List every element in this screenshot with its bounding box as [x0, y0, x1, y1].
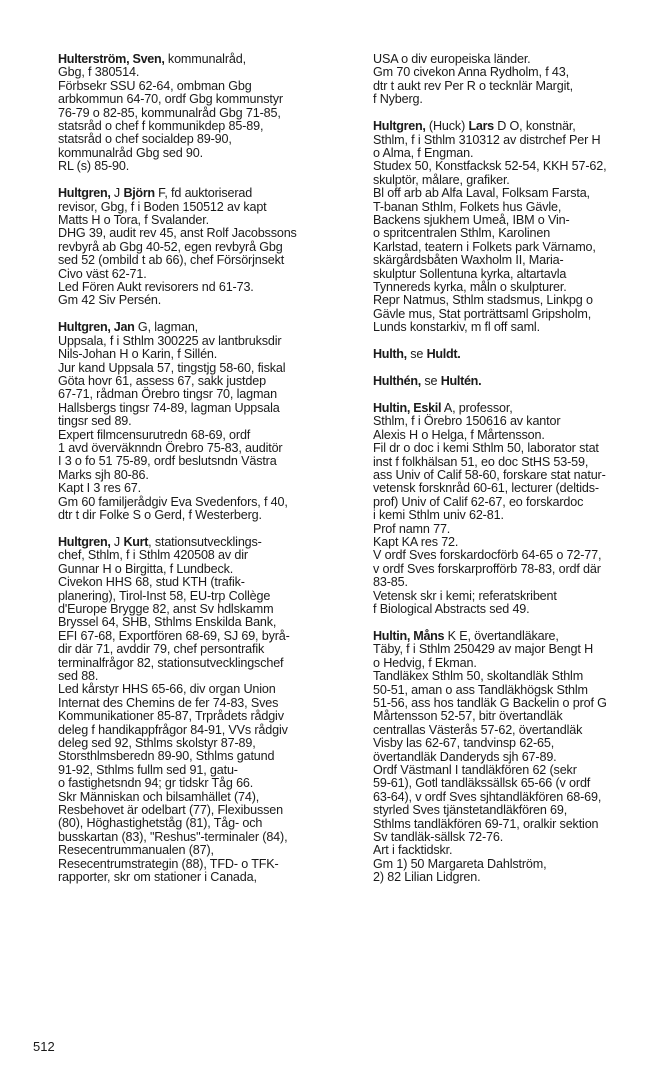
- entry-line: Tynnereds kyrka, måln o skulpturer.: [373, 280, 567, 294]
- entry-line: Förbsekr SSU 62-64, ombman Gbg: [58, 78, 252, 93]
- heading-rest: se: [420, 374, 441, 389]
- entry-line: Jur kand Uppsala 57, tingstjg 58-60, fiskal: [58, 360, 286, 375]
- entry-line: Visby las 62-67, tandvinsp 62-65,: [373, 736, 555, 751]
- entry-line: 63-64), v ordf Sves sjhtandläkfören 68-69,: [373, 789, 602, 804]
- entry-line: i kemi Sthlm univ 62-81.: [373, 508, 504, 523]
- entry-line: USA o div europeiska länder.: [373, 52, 531, 66]
- entry-line: Resbehovet är odelbart (77), Flexibussen: [58, 803, 284, 818]
- entry-line: Göta hovr 61, assess 67, sakk justdep: [58, 373, 266, 388]
- entry-line: arbkommun 64-70, ordf Gbg kommunstyr: [58, 92, 283, 107]
- entry-line: statsråd o chef socialdep 89-90,: [58, 132, 232, 147]
- entry-line: f Biological Abstracts sed 49.: [373, 602, 530, 617]
- entry-line: Skr Människan och bilsamhället (74),: [58, 789, 260, 804]
- entry-line: Kapt KA res 72.: [373, 535, 459, 549]
- entry-heading: [373, 630, 663, 643]
- entry-line: Resecentrummanualen (87),: [58, 843, 214, 858]
- entry-line: Tandläkex Sthlm 50, skoltandläk Sthlm: [373, 669, 584, 684]
- entry-line: Internat des Chemins de fer 74-83, Sves: [58, 695, 279, 710]
- surname: Hulthén,: [373, 374, 421, 389]
- entry-line: dtr t aukt rev Per R o tecknlär Margit,: [373, 78, 573, 93]
- entry-line: revbyrå ab Gbg 40-52, egen revbyrå Gbg: [58, 239, 283, 254]
- entry-line: deleg sed 92, Sthlms skolstyr 87-89,: [58, 736, 256, 750]
- entry-line: RL (s) 85-90.: [58, 159, 130, 174]
- entry-line: Alexis H o Helga, f Mårtensson.: [373, 427, 545, 442]
- entry-line: 50-51, aman o ass Tandläkhögsk Sthlm: [373, 682, 588, 697]
- entry-line: Täby, f i Sthlm 250429 av major Bengt H: [373, 642, 594, 657]
- entry-line: Fil dr o doc i kemi Sthlm 50, laborator stat: [373, 441, 599, 456]
- heading-rest: G, lagman,: [134, 320, 199, 335]
- entry-line: 51-56, ass hos tandläk G Backelin o prof G: [373, 695, 607, 710]
- entry-line: d'Europe Brygge 82, anst Sv hdlskamm: [58, 601, 274, 616]
- entry-line: Prof namn 77.: [373, 521, 451, 536]
- surname: Hulth,: [373, 347, 407, 362]
- entry-line: Sthlms tandläkfören 69-71, oralkir sektion: [373, 816, 599, 831]
- entry-line: 83-85.: [373, 575, 408, 590]
- entry-line: Resecentrumstrategin (88), TFD- o TFK-: [58, 856, 279, 871]
- entry-hulterstrom-sven: [58, 53, 358, 174]
- entry-line: Art i facktidskr.: [373, 843, 453, 858]
- entry-line: Gm 1) 50 Margareta Dahlström,: [373, 856, 547, 871]
- entry-heading: [373, 120, 663, 133]
- entry-line: Vetensk skr i kemi; referatskribent: [373, 588, 557, 603]
- entry-hultgren-bjorn: [58, 187, 358, 308]
- cross-reference: Hultén.: [440, 374, 482, 389]
- surname: Hultgren,: [373, 119, 426, 134]
- entry-heading: [373, 348, 663, 361]
- entry-line: (80), Höghastighetståg (81), Tåg- och: [58, 816, 263, 831]
- surname: Hulterström, Sven,: [58, 52, 165, 66]
- entry-line: centrallas Västerås 57-62, övertandläk: [373, 722, 583, 737]
- entry-hultgren-kurt-cont: [373, 53, 663, 107]
- entry-line: Led Fören Aukt revisorers nd 61-73.: [58, 280, 254, 294]
- entry-line: o fastighetsndn 94; gr tidskr Tåg 66.: [58, 776, 254, 791]
- entry-line: Karlstad, teatern i Folkets park Värnamo,: [373, 239, 596, 254]
- entry-line: Bl off arb ab Alfa Laval, Folksam Farsta,: [373, 186, 590, 201]
- cross-reference: Huldt.: [426, 347, 461, 362]
- entry-line: dtr t dir Folke S o Gerd, f Westerberg.: [58, 508, 262, 522]
- entry-line: Nils-Johan H o Karin, f Sillén.: [58, 347, 218, 362]
- entry-line: 59-61), Gotl tandläkssällsk 65-66 (v ordf: [373, 776, 591, 791]
- entry-hultin-mans: [373, 630, 663, 885]
- entry-line: Expert filmcensurutredn 68-69, ordf: [58, 427, 251, 442]
- entry-line: statsråd o chef f kommunikdep 85-89,: [58, 119, 264, 134]
- left-column: [58, 53, 358, 898]
- entry-heading: [58, 187, 358, 200]
- entry-line: Gbg, f 380514.: [58, 65, 140, 80]
- entry-line: Mårtensson 52-57, bitr övertandläk: [373, 709, 563, 724]
- surname: Hultin, Måns: [373, 628, 445, 643]
- entry-hultgren-lars: [373, 120, 663, 335]
- page-number-text: 512: [33, 1039, 55, 1054]
- heading-rest: , stationsutvecklings-: [148, 534, 262, 549]
- entry-line: Matts H o Tora, f Svalander.: [58, 212, 209, 227]
- entry-line: revisor, Gbg, f i Boden 150512 av kapt: [58, 199, 267, 214]
- entry-line: Sv tandläk-sällsk 72-76.: [373, 830, 504, 845]
- entry-line: Gm 70 civekon Anna Rydholm, f 43,: [373, 65, 569, 80]
- heading-rest: se: [406, 347, 427, 362]
- heading-rest: F, fd auktoriserad: [154, 186, 253, 201]
- entry-line: 1 avd överväknndn Örebro 75-83, auditör: [58, 440, 283, 455]
- entry-line: Civo väst 62-71.: [58, 266, 147, 281]
- heading-prefix: J: [110, 534, 124, 549]
- entry-line: övertandläk Danderyds sjh 67-89.: [373, 749, 557, 764]
- entry-hultgren-jan: [58, 321, 358, 522]
- heading-prefix: J: [110, 186, 124, 201]
- entry-line: prof) Univ of Calif 62-67, eo forskardoc: [373, 494, 584, 509]
- entry-line: DHG 39, audit rev 45, anst Rolf Jacobssons: [58, 226, 297, 241]
- entry-heading: [58, 536, 358, 549]
- entry-line: o Hedvig, f Ekman.: [373, 655, 477, 670]
- entry-line: styrled Sves tjänstetandläkfören 69,: [373, 803, 568, 818]
- entry-line: inst f folkhälsan 51, eo doc StHS 53-59,: [373, 454, 589, 469]
- entry-line: Lunds konstarkiv, m fl off saml.: [373, 320, 540, 335]
- entry-hultin-eskil: [373, 402, 663, 617]
- entry-line: deleg f handikappfrågor 84-91, VVs rådgiv: [58, 722, 288, 737]
- heading-rest: D O, konstnär,: [493, 119, 576, 134]
- entry-line: vetensk forsknråd 60-61, lecturer (deltids-: [373, 481, 599, 496]
- entry-line: skulptör, målare, grafiker.: [373, 172, 510, 187]
- entry-hultgren-kurt: [58, 536, 358, 885]
- entry-line: Led kårstyr HHS 65-66, div organ Union: [58, 682, 276, 697]
- entry-line: rapporter, skr om stationer i Canada,: [58, 870, 257, 885]
- entry-line: 91-92, Sthlms fullm sed 91, gatu-: [58, 762, 238, 777]
- entry-line: sed 88.: [58, 668, 99, 683]
- entry-line: I 3 o fo 51 75-89, ordf beslutsndn Västra: [58, 454, 277, 469]
- entry-line: Backens sjukhem Umeå, IBM o Vin-: [373, 212, 570, 227]
- entry-line: Bryssel 64, SHB, Sthlms Enskilda Bank,: [58, 615, 277, 630]
- entry-line: o spritcentralen Sthlm, Karolinen: [373, 226, 551, 241]
- surname: Hultgren,: [58, 534, 111, 549]
- entry-line: o Alma, f Engman.: [373, 145, 474, 160]
- surname: Hultgren,: [58, 186, 111, 201]
- surname: Hultgren, Jan: [58, 320, 135, 335]
- entry-line: Kapt I 3 res 67.: [58, 481, 142, 496]
- entry-line: v ordf Sves forskarprofförb 78-83, ordf där: [373, 561, 601, 576]
- heading-rest: K E, övertandläkare,: [444, 628, 559, 643]
- entry-line: Gunnar H o Birgitta, f Lundbeck.: [58, 561, 234, 576]
- heading-rest: kommunalråd,: [164, 52, 246, 66]
- entry-line: Civekon HHS 68, stud KTH (trafik-: [58, 575, 245, 590]
- entry-line: Ordf Västmanl I tandläkfören 62 (sekr: [373, 763, 577, 777]
- entry-line: skulptur Sollentuna kyrka, altartavla: [373, 266, 567, 281]
- entry-line: Storsthlmsberedn 89-90, Sthlms gatund: [58, 749, 275, 764]
- entry-heading: [58, 321, 358, 334]
- given-name: Kurt: [123, 534, 149, 549]
- entry-line: Marks sjh 80-86.: [58, 467, 149, 482]
- entry-line: Uppsala, f i Sthlm 300225 av lantbruksdir: [58, 333, 282, 348]
- entry-heading: [373, 375, 663, 388]
- entry-line: tingsr sed 89.: [58, 414, 132, 429]
- entry-line: terminalfrågor 82, stationsutvecklingschef: [58, 655, 284, 670]
- entry-line: f Nyberg.: [373, 92, 423, 107]
- entry-hulth: [373, 348, 663, 361]
- entry-line: 2) 82 Lilian Lidgren.: [373, 870, 481, 885]
- entry-line: kommunalråd Gbg sed 90.: [58, 145, 203, 160]
- right-column: [373, 53, 663, 898]
- given-name: Björn: [123, 186, 155, 201]
- entry-line: Gävle mus, Stat porträttsaml Gripsholm,: [373, 306, 592, 321]
- heading-rest: A, professor,: [441, 400, 513, 415]
- entry-line: Repr Natmus, Sthlm stadsmus, Linkpg o: [373, 293, 593, 308]
- entry-line: skärgårdsbåten Waxholm II, Maria-: [373, 253, 564, 268]
- entry-line: dir där 71, avddir 79, chef persontrafik: [58, 642, 265, 657]
- entry-line: Sthlm, f i Örebro 150616 av kantor: [373, 414, 561, 429]
- entry-line: Sthlm, f i Sthlm 310312 av distrchef Per H: [373, 132, 601, 147]
- entry-line: chef, Sthlm, f i Sthlm 420508 av dir: [58, 548, 248, 563]
- entry-line: EFI 67-68, Exportfören 68-69, SJ 69, byrå-: [58, 628, 290, 643]
- entry-line: 76-79 o 82-85, kommunalråd Gbg 71-85,: [58, 105, 281, 120]
- entry-heading: [58, 53, 358, 66]
- given-name: Lars: [468, 119, 494, 134]
- entry-line: 67-71, rådman Örebro tingsr 70, lagman: [58, 387, 278, 402]
- entry-line: busskartan (83), "Reshus"-terminaler (84),: [58, 829, 288, 844]
- entry-line: T-banan Sthlm, Folkets hus Gävle,: [373, 199, 562, 214]
- entry-hulthen: [373, 375, 663, 388]
- entry-line: Gm 60 familjerådgiv Eva Svedenfors, f 40,: [58, 494, 288, 509]
- entry-line: Hallsbergs tingsr 74-89, lagman Uppsala: [58, 400, 280, 415]
- entry-line: planering), Tirol-Inst 58, EU-trp Collège: [58, 588, 271, 603]
- page-number: [33, 1039, 55, 1054]
- entry-line: sed 52 (ombild t ab 66), chef Försörjnsekt: [58, 253, 285, 268]
- entry-heading: [373, 402, 663, 415]
- entry-line: V ordf Sves forskardocförb 64-65 o 72-77,: [373, 548, 602, 563]
- surname: Hultin, Eskil: [373, 400, 442, 415]
- heading-prefix: (Huck): [425, 119, 469, 134]
- entry-line: Kommunikationer 85-87, Trprådets rådgiv: [58, 709, 284, 724]
- entry-line: ass Univ of Calif 58-60, forskare stat natur-: [373, 467, 606, 482]
- entry-line: Gm 42 Siv Persén.: [58, 293, 162, 308]
- entry-line: Studex 50, Konstfacksk 52-54, KKH 57-62,: [373, 159, 607, 174]
